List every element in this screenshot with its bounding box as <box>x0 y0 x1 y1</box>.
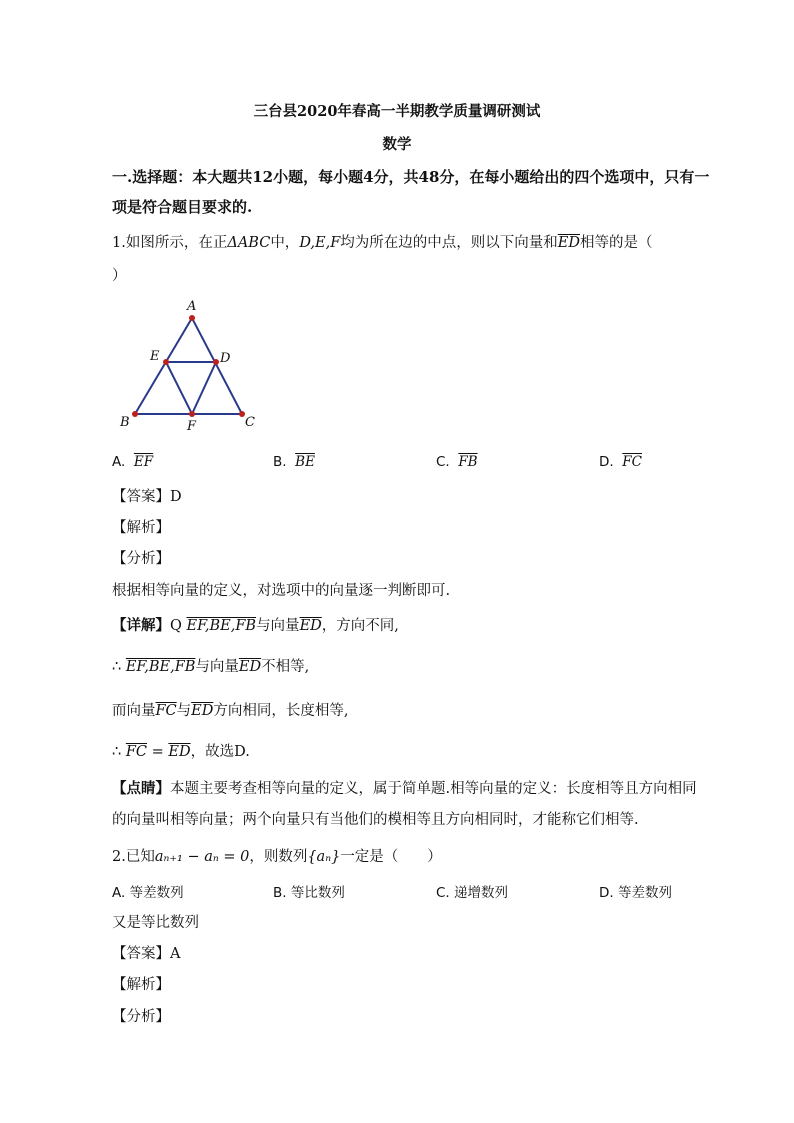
q1-fenxi-text: 根据相等向量的定义，对选项中的向量逐一判断即可. <box>112 583 451 599</box>
therefore-symbol: ∴ <box>112 659 122 675</box>
q1-option-d-vector: $\overline{FC}$ <box>622 454 642 470</box>
q1-fenxi-tag: 【分析】 <box>112 551 170 567</box>
q1-close-paren: ） <box>112 268 127 284</box>
point-d <box>213 359 219 365</box>
q2-option-b: B. 等比数列 <box>273 885 345 901</box>
therefore-symbol: ∴ <box>112 744 122 760</box>
point-a <box>189 315 195 321</box>
q1-detail-tag: 【详解】 <box>112 617 170 634</box>
q1-option-c-vector: $\overline{FB}$ <box>458 454 478 470</box>
q1-detail-vector-ed: $\overline{ED}$ <box>299 618 322 634</box>
section-heading-line1: 一.选择题：本大题共12小题，每小题4分，共48分，在每小题给出的四个选项中，只有一 <box>112 168 710 186</box>
q1-mid1: 中， <box>270 235 300 251</box>
section-heading-line2: 项是符合题目要求的. <box>112 198 253 216</box>
q1-comment-line1: 【点睛】本题主要考查相等向量的定义，属于简单题.相等向量的定义：长度相等且方向相同 <box>112 780 697 797</box>
triangle-vertices <box>132 315 245 417</box>
q1-tail: 相等的是（ <box>580 235 653 251</box>
q2-option-c: C. 递增数列 <box>436 885 509 901</box>
q2-sequence: {aₙ} <box>307 849 341 865</box>
q1-option-a: A. $\overline{EF}$ <box>112 454 154 470</box>
q1-detail-line1: 【详解】Q EF,BE,FB与向量$\overline{ED}$，方向不同, <box>112 617 399 634</box>
q2-stem: 2.已知aₙ₊₁ − aₙ = 0，则数列{aₙ}一定是（ ） <box>112 849 442 865</box>
label-b: B <box>120 415 130 430</box>
q1-vector-ed: $\overline{ED}$ <box>557 235 581 251</box>
q2-option-d-continued: 又是等比数列 <box>112 915 199 931</box>
point-b <box>132 411 138 417</box>
q2-option-a: A. 等差数列 <box>112 885 184 901</box>
q1-option-b-vector: $\overline{BE}$ <box>295 454 315 470</box>
q1-comment-line2: 的向量叫相等向量；两个向量只有当他们的模相等且方向相同时，才能称它们相等. <box>112 812 639 828</box>
q1-option-a-vector: $\overline{EF}$ <box>133 454 154 470</box>
label-a: A <box>187 299 197 314</box>
point-f <box>189 411 195 417</box>
q1-detail-line4: ∴ $\overline{FC} = \overline{ED}$，故选D. <box>112 744 250 760</box>
label-f: F <box>187 419 197 434</box>
q2-formula: aₙ₊₁ − aₙ = 0 <box>154 849 250 865</box>
q1-detail-vectors: EF,BE,FB <box>186 618 257 634</box>
q1-prefix: 1.如图所示，在正 <box>112 235 228 251</box>
outer-triangle <box>135 318 242 414</box>
subject-title: 数学 <box>382 136 412 153</box>
q1-mid2: 均为所在边的中点，则以下向量和 <box>340 235 558 251</box>
triangle-lines <box>135 318 242 414</box>
q1-stem <box>112 232 653 254</box>
q1-comment-tag: 【点睛】 <box>112 780 170 797</box>
q1-points: D,E,F <box>299 235 341 251</box>
label-d: D <box>220 351 231 366</box>
q1-detail-line2: ∴ EF,BE,FB与向量$\overline{ED}$不相等, <box>112 659 310 675</box>
q2-fenxi-tag: 【分析】 <box>112 1009 170 1025</box>
q1-triangle: ΔABC <box>227 235 271 251</box>
midpoint-triangle <box>166 362 216 414</box>
q1-analysis-tag: 【解析】 <box>112 520 170 536</box>
point-e <box>163 359 169 365</box>
triangle-figure <box>112 296 272 436</box>
q1-option-b: B. $\overline{BE}$ <box>273 454 315 470</box>
label-e: E <box>150 349 160 364</box>
q2-answer: 【答案】A <box>112 946 181 962</box>
q1-detail-line3: 而向量$\overline{FC}$与$\overline{ED}$方向相同，长度相等, <box>112 703 349 719</box>
exam-title: 三台县2020年春高一半期教学质量调研测试 <box>253 103 541 120</box>
q2-analysis-tag: 【解析】 <box>112 977 170 993</box>
q1-detail-symbol: Q <box>170 618 182 634</box>
q1-option-d: D. $\overline{FC}$ <box>599 454 642 470</box>
q1-answer: 【答案】D <box>112 489 182 505</box>
q2-option-d: D. 等差数列 <box>599 885 672 901</box>
q1-option-c: C. $\overline{FB}$ <box>436 454 478 470</box>
label-c: C <box>245 415 255 430</box>
